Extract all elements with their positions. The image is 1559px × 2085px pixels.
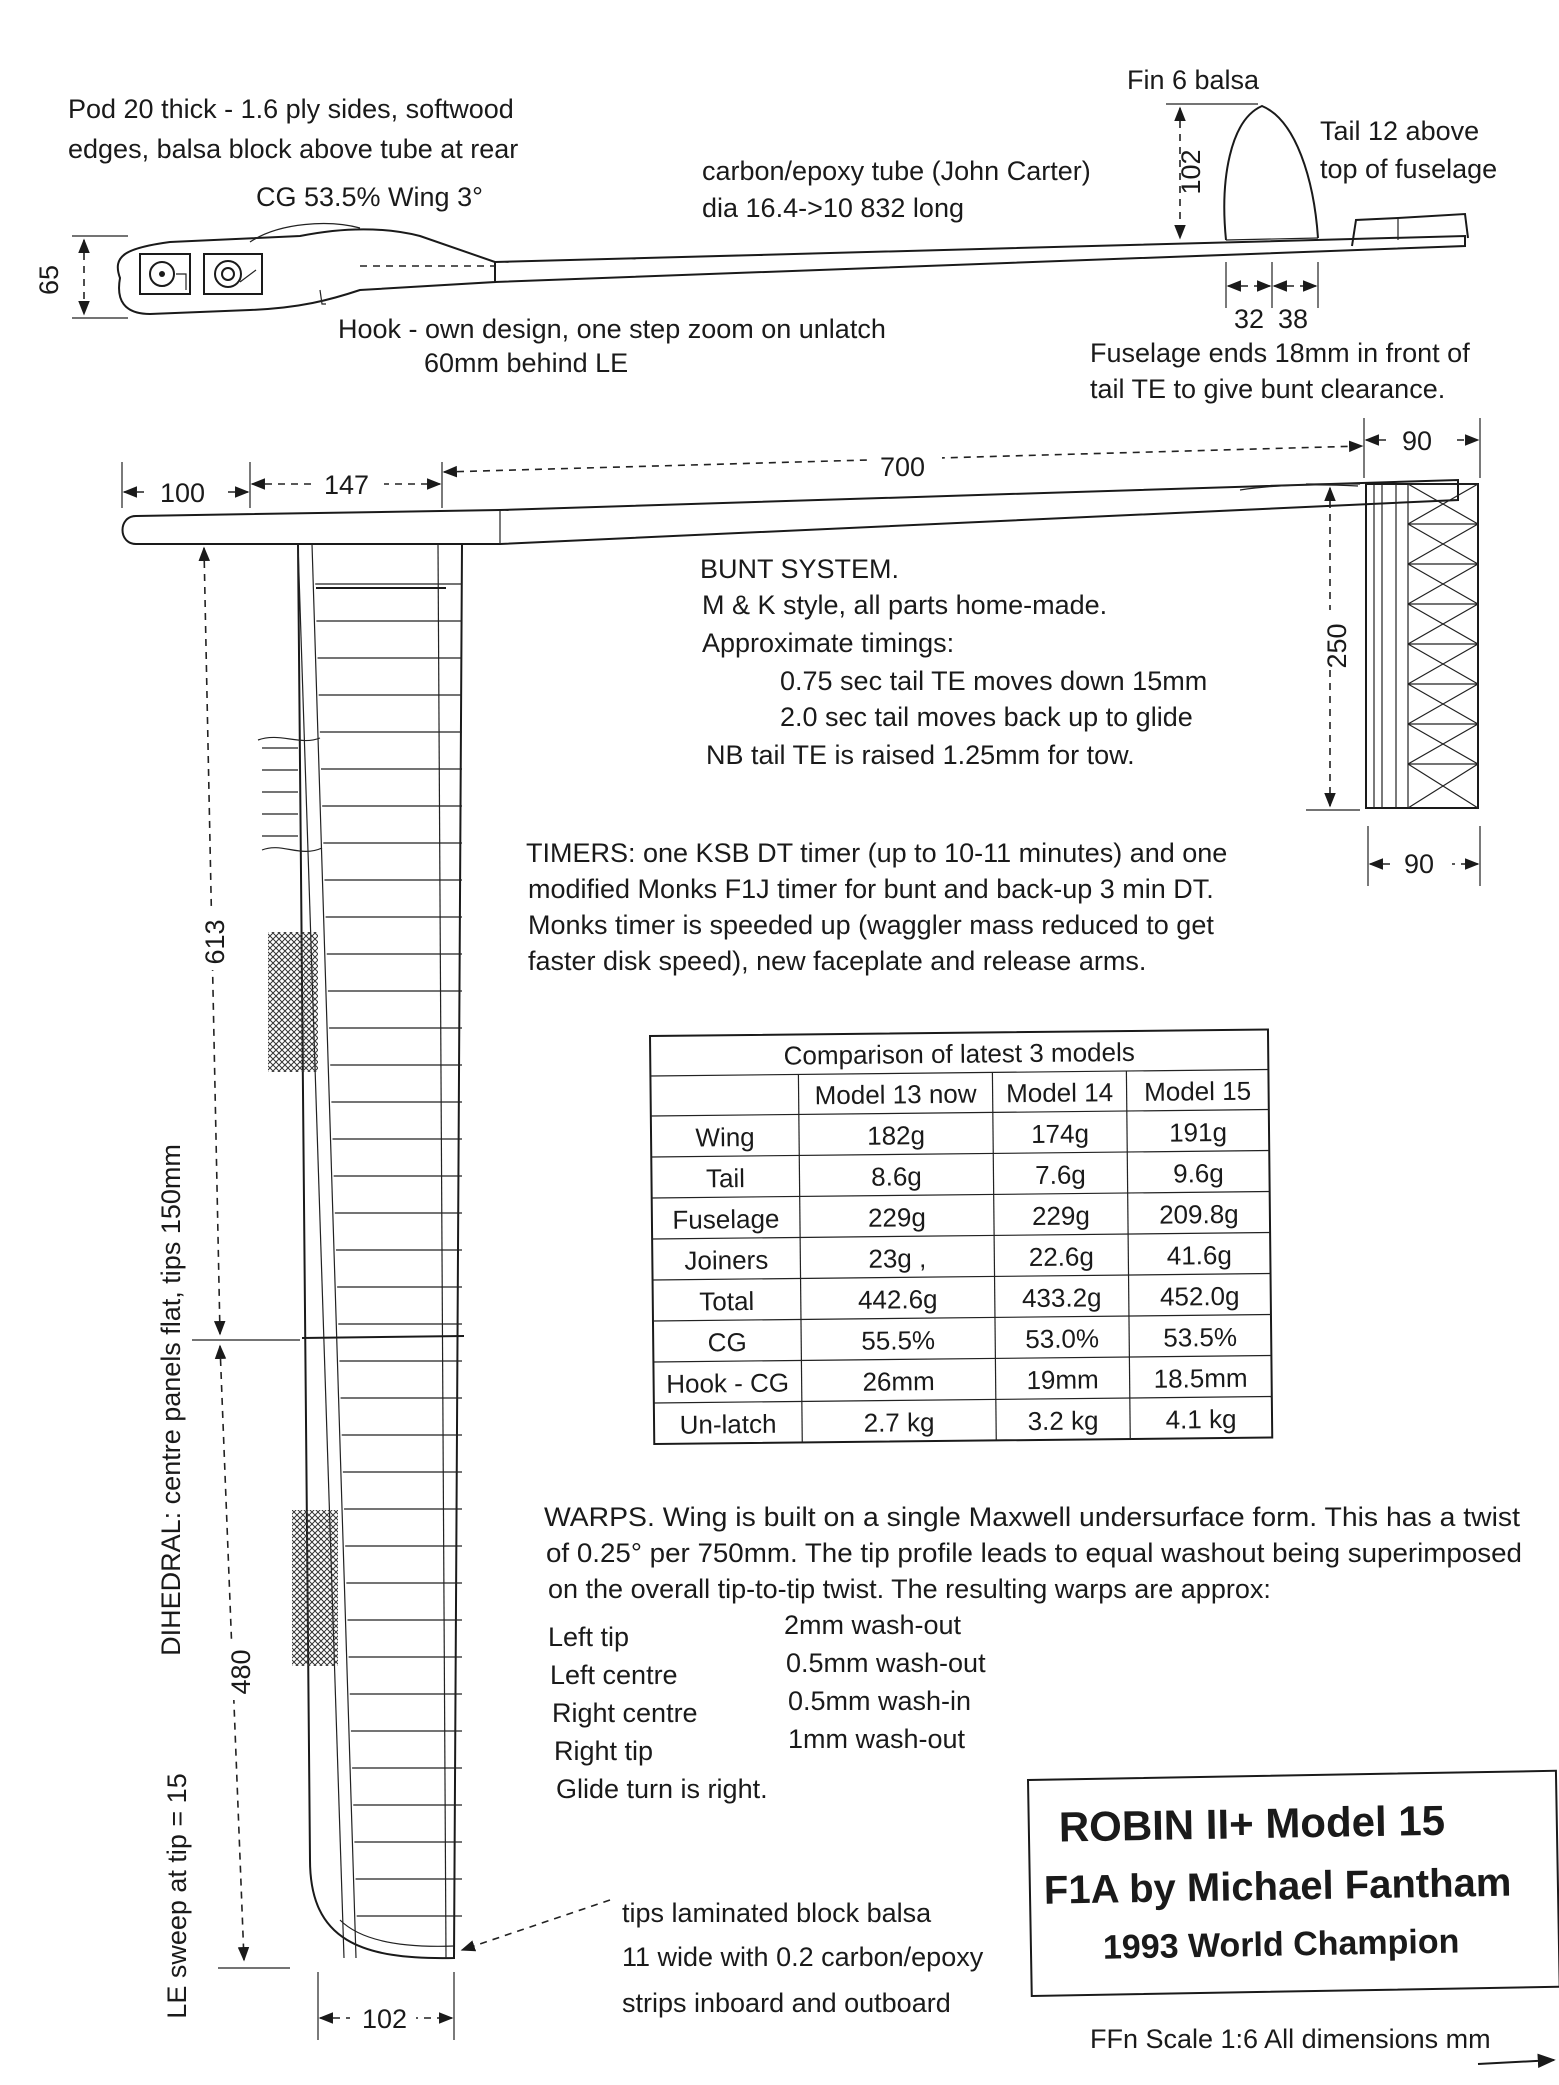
table-cell: 3.2 kg: [1027, 1405, 1099, 1437]
table-cell: 191g: [1168, 1116, 1228, 1148]
tips-note-line-2: 11 wide with 0.2 carbon/epoxy: [622, 1942, 984, 1972]
dim-613-label: 613: [200, 919, 230, 965]
bunt-line-1: M & K style, all parts home-made.: [702, 590, 1108, 620]
tail-note-line-2: top of fuselage: [1320, 154, 1498, 184]
warps-item-value: 0.5mm wash-out: [786, 1648, 986, 1678]
tail-rib: [1408, 484, 1478, 524]
bunt-heading: BUNT SYSTEM.: [700, 554, 900, 584]
warps-item-label: Left tip: [548, 1622, 630, 1652]
timers-notes: [526, 838, 1227, 976]
fuselage-side-view: [34, 65, 1497, 404]
dim-102-fin-label: 102: [1176, 149, 1206, 195]
table-cell: 174g: [1030, 1118, 1090, 1150]
table-cell: CG: [707, 1327, 747, 1358]
bunt-line-3: 0.75 sec tail TE moves down 15mm: [780, 666, 1208, 696]
vertical-fin: [1224, 106, 1318, 240]
timers-line-2: modified Monks F1J timer for bunt and back-up 3 min DT.: [528, 874, 1214, 904]
arrow-right-icon: [1478, 2060, 1554, 2064]
dim-90-bottom-label: 90: [1404, 849, 1435, 879]
tail-note-line-1: Tail 12 above: [1320, 116, 1480, 146]
tailplane-plan: [1366, 484, 1478, 808]
table-cell: 182g: [866, 1120, 926, 1151]
warps-item-label: Left centre: [550, 1660, 678, 1690]
table-cell: 442.6g: [857, 1284, 938, 1315]
table-cell: Joiners: [684, 1244, 769, 1276]
table-cell: 41.6g: [1166, 1239, 1233, 1271]
table-cell: 209.8g: [1158, 1198, 1239, 1230]
title-model: ROBIN II+ Model 15: [1058, 1796, 1446, 1851]
table-cell: 22.6g: [1028, 1241, 1095, 1273]
table-cell: 26mm: [862, 1366, 935, 1397]
table-cell: 4.1 kg: [1165, 1403, 1237, 1435]
title-block: [1028, 1771, 1559, 1996]
table-cell: Tail: [705, 1163, 746, 1194]
table-cell: 433.2g: [1021, 1282, 1102, 1314]
bunt-line-4: 2.0 sec tail moves back up to glide: [780, 702, 1193, 732]
table-cell: 229g: [1031, 1200, 1090, 1232]
dim-250-label: 250: [1322, 623, 1352, 669]
tips-note: [622, 1898, 984, 2018]
table-header-model-14: Model 14: [1005, 1077, 1114, 1109]
table-cell: 7.6g: [1035, 1159, 1086, 1190]
bunt-line-5: NB tail TE is raised 1.25mm for tow.: [706, 740, 1135, 770]
table-header-model-15: Model 15: [1143, 1075, 1252, 1107]
dim-65-label: 65: [34, 264, 64, 296]
dim-700-label: 700: [880, 452, 926, 482]
hatched-panel-lower: [292, 1510, 338, 1666]
dim-480-label: 480: [226, 1649, 256, 1695]
timers-line-4: faster disk speed), new faceplate and release arms.: [528, 946, 1147, 976]
tube-note-line-2: dia 16.4->10 832 long: [702, 193, 964, 223]
tail-rib: [1408, 524, 1478, 564]
bunt-system-notes: [700, 554, 1207, 770]
tail-rib: [1408, 604, 1478, 644]
table-header-model-13: Model 13 now: [814, 1078, 977, 1111]
table-cell: Un-latch: [679, 1408, 777, 1440]
dim-100-label: 100: [160, 478, 206, 508]
table-cell: 53.5%: [1163, 1321, 1238, 1353]
tailplane-side: [1352, 214, 1468, 246]
warps-intro-1: WARPS. Wing is built on a single Maxwell undersurface form. This has a twist: [544, 1502, 1521, 1532]
table-cell: 55.5%: [861, 1325, 936, 1356]
title-champion: 1993 World Champion: [1102, 1922, 1460, 1967]
dim-102-tip-label: 102: [362, 2004, 408, 2034]
fin-note: Fin 6 balsa: [1127, 65, 1260, 95]
timers-line-3: Monks timer is speeded up (waggler mass reduced to get: [528, 910, 1214, 940]
warps-item-value: 2mm wash-out: [784, 1610, 962, 1640]
warps-item-label: Right centre: [552, 1698, 698, 1728]
pod-note-line-1: Pod 20 thick - 1.6 ply sides, softwood: [68, 94, 514, 124]
tips-note-line-1: tips laminated block balsa: [622, 1898, 932, 1928]
warps-glide-note: Glide turn is right.: [556, 1774, 768, 1804]
table-cell: 23g ,: [868, 1243, 927, 1274]
dim-38-label: 38: [1278, 304, 1309, 334]
fuselage-end-note-line-2: tail TE to give bunt clearance.: [1090, 374, 1446, 404]
tips-note-line-3: strips inboard and outboard: [622, 1988, 951, 2018]
warps-item-value: 0.5mm wash-in: [788, 1686, 972, 1716]
table-cell: 8.6g: [871, 1161, 922, 1192]
table-cell: 9.6g: [1173, 1157, 1224, 1189]
dim-147-label: 147: [324, 470, 370, 500]
tail-rib: [1408, 644, 1478, 684]
tube-note-line-1: carbon/epoxy tube (John Carter): [702, 156, 1091, 186]
hook-note-line-1: Hook - own design, one step zoom on unlatch: [338, 314, 886, 344]
table-cell: 18.5mm: [1153, 1362, 1248, 1394]
bunt-line-2: Approximate timings:: [702, 628, 955, 658]
tail-rib: [1408, 564, 1478, 604]
fuselage-tube: [495, 236, 1465, 282]
tail-rib: [1408, 724, 1478, 764]
cg-note: CG 53.5% Wing 3°: [256, 182, 483, 212]
warps-intro-3: on the overall tip-to-tip twist. The resulting warps are approx:: [548, 1574, 1271, 1604]
hook-note-line-2: 60mm behind LE: [424, 348, 629, 378]
tail-rib: [1408, 764, 1478, 808]
table-cell: 53.0%: [1025, 1323, 1100, 1355]
dim-90-top-label: 90: [1402, 426, 1433, 456]
fuselage-end-note-line-1: Fuselage ends 18mm in front of: [1090, 338, 1470, 368]
table-cell: 452.0g: [1159, 1280, 1240, 1312]
table-title: Comparison of latest 3 models: [783, 1036, 1135, 1071]
pod-note-line-2: edges, balsa block above tube at rear: [68, 134, 519, 164]
warps-intro-2: of 0.25° per 750mm. The tip profile leads to equal washout being superimposed: [546, 1538, 1522, 1568]
table-cell: Wing: [695, 1121, 755, 1153]
le-sweep-note: LE sweep at tip = 15: [162, 1773, 192, 2019]
comparison-table: [650, 1030, 1272, 1444]
table-cell: Total: [699, 1285, 755, 1317]
warps-notes: [544, 1502, 1522, 1804]
scale-note: FFn Scale 1:6 All dimensions mm: [1090, 2024, 1491, 2054]
table-cell: 2.7 kg: [863, 1407, 935, 1438]
warps-item-value: 1mm wash-out: [788, 1724, 966, 1754]
tail-rib: [1408, 684, 1478, 724]
table-cell: Hook - CG: [666, 1367, 790, 1399]
warps-item-label: Right tip: [554, 1736, 654, 1766]
table-cell: 19mm: [1026, 1364, 1099, 1396]
wing-plan: [253, 544, 464, 1958]
timers-line-1: TIMERS: one KSB DT timer (up to 10-11 minutes) and one: [526, 838, 1228, 868]
table-cell: Fuselage: [672, 1203, 780, 1235]
table-cell: 229g: [867, 1202, 926, 1233]
dihedral-note: DIHEDRAL: centre panels flat, tips 150mm: [156, 1144, 186, 1656]
title-author: F1A by Michael Fantham: [1043, 1860, 1512, 1913]
dim-32-label: 32: [1234, 304, 1265, 334]
hatched-panel-upper: [268, 932, 318, 1072]
